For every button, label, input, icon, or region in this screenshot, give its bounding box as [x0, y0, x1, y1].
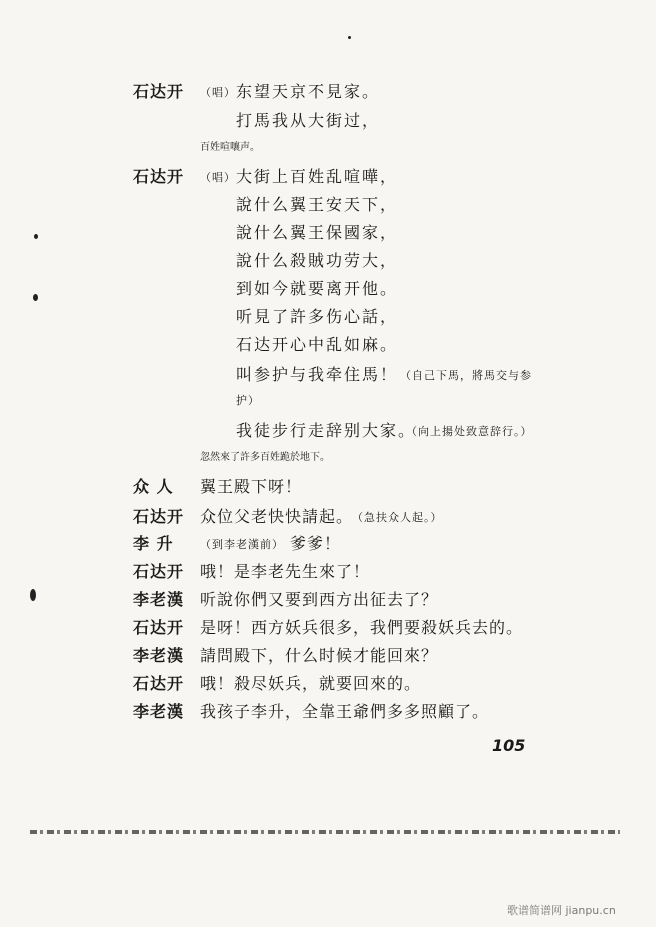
dialogue-line: 大街上百姓乱喧嘩，: [236, 167, 399, 186]
stage-direction: （到李老漢前）: [200, 538, 284, 551]
ink-spot: [34, 234, 38, 239]
speaker-name: 石达开: [133, 167, 185, 186]
stage-note: 忽然來了許多百姓跪於地下。: [200, 452, 330, 463]
dialogue-line: 石达开心中乱如麻。: [236, 335, 399, 354]
speaker-name: 石达开: [133, 674, 185, 693]
speaker-name: 众 人: [133, 477, 174, 496]
stage-direction: （自己下馬，將馬交与参: [400, 369, 532, 382]
dialogue-line: 东望天京不見家。: [236, 82, 381, 101]
stage-direction: （急扶众人起。）: [352, 511, 443, 524]
dialogue-line: 哦！是李老先生來了！: [200, 562, 371, 581]
stage-direction: 护）: [236, 394, 260, 407]
dialogue-line: 听見了許多伤心話，: [236, 307, 399, 326]
dialogue-line: 翼王殿下呀！: [200, 477, 303, 496]
dialogue-line: 到如今就要离开他。: [236, 279, 399, 298]
speaker-name: 李老漢: [133, 702, 185, 721]
dialogue-line: 我孩子李升，全靠王爺們多多照顧了。: [200, 702, 490, 721]
stage-direction: （唱）: [200, 86, 236, 99]
watermark: 歌谱简谱网 jianpu.cn: [507, 904, 616, 917]
bottom-rule: [30, 830, 620, 834]
speaker-name: 李老漢: [133, 646, 185, 665]
dialogue-line: 听說你們又要到西方出征去了？: [200, 590, 439, 609]
speaker-name: 石达开: [133, 507, 185, 526]
speaker-name: 石达开: [133, 82, 185, 101]
dialogue-line: 我徒步行走辞别大家。: [236, 421, 417, 440]
dialogue-line: 是呀！西方妖兵很多，我們要殺妖兵去的。: [200, 618, 524, 637]
dialogue-line: 打馬我从大街过，: [236, 111, 381, 130]
dialogue-line: 說什么翼王安天下，: [236, 195, 399, 214]
dialogue-line: 哦！殺尽妖兵，就要回來的。: [200, 674, 422, 693]
ink-spot: [30, 589, 36, 601]
stage-note: 百姓喧嚷声。: [200, 142, 260, 153]
ink-spot: [33, 294, 38, 301]
speaker-name: 石达开: [133, 618, 185, 637]
speaker-name: 李 升: [133, 534, 174, 553]
ink-spot: [348, 36, 351, 39]
dialogue-line: 众位父老快快請起。: [200, 507, 354, 526]
dialogue-line: 說什么翼王保國家，: [236, 223, 399, 242]
dialogue-line: 請問殿下，什么时候才能回來？: [200, 646, 439, 665]
page-number: 105: [492, 736, 526, 755]
dialogue-line: 爹爹！: [290, 534, 342, 553]
dialogue-line: 說什么殺賊功劳大，: [236, 251, 399, 270]
speaker-name: 石达开: [133, 562, 185, 581]
stage-direction: （唱）: [200, 171, 236, 184]
speaker-name: 李老漢: [133, 590, 185, 609]
dialogue-line: 叫参护与我牵住馬！: [236, 365, 399, 384]
stage-direction: （向上揚处致意辞行。）: [406, 425, 533, 438]
